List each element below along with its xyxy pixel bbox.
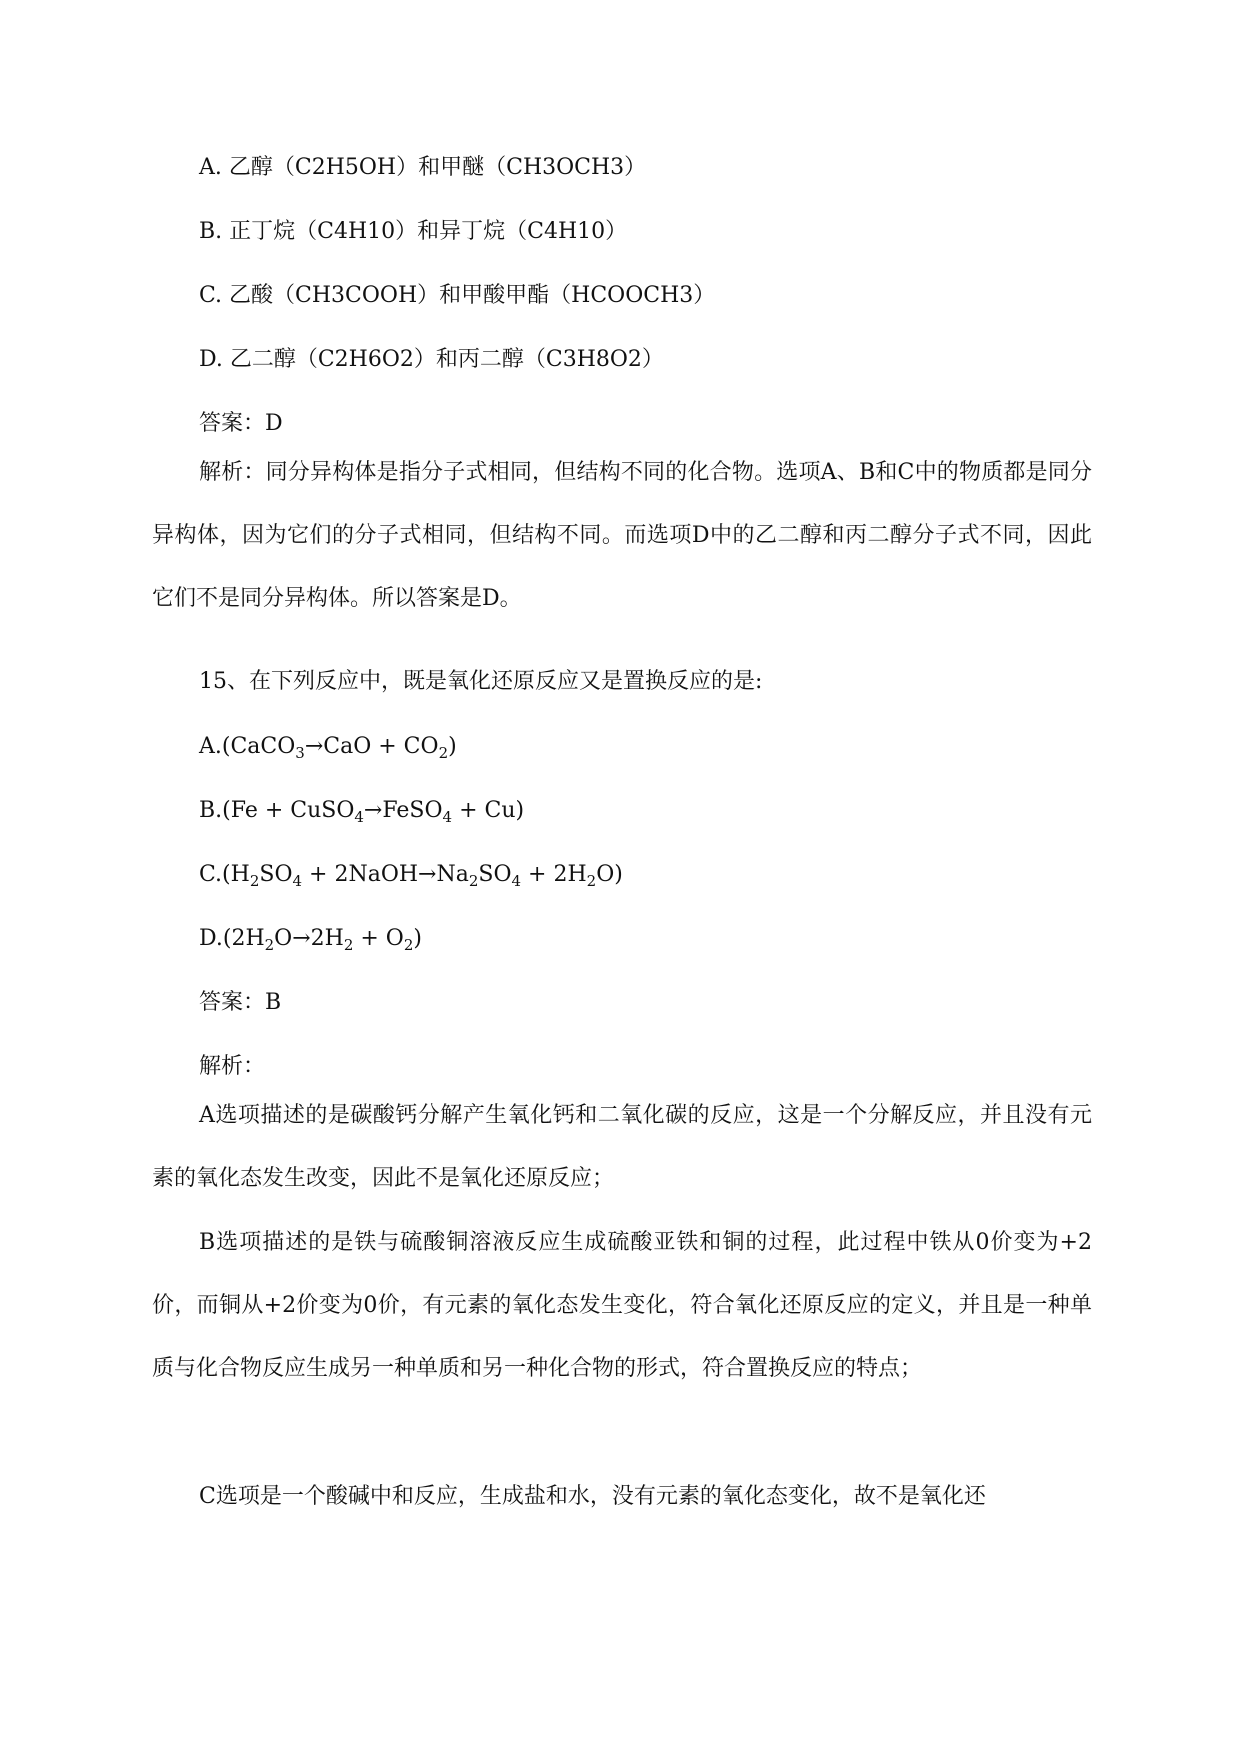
option-label: B.: [199, 798, 223, 823]
q14-answer: 答案：D: [199, 411, 283, 436]
option-label: D.: [199, 926, 223, 951]
q15-option-b: B.(Fe + CuSO$_4$→FeSO$_4$ + Cu): [199, 798, 525, 826]
q14-option-c: C. 乙酸（CH3COOH）和甲酸甲酯（HCOOCH3）: [199, 283, 716, 308]
q15-analysis-c: C选项是一个酸碱中和反应，生成盐和水，没有元素的氧化态变化，故不是氧化还: [199, 1484, 986, 1509]
q15-answer: 答案：B: [199, 990, 282, 1015]
q15-analysis-a: A选项描述的是碳酸钙分解产生氧化钙和二氧化碳的反应，这是一个分解反应，并且没有元素的氧化态发生改变，因此不是氧化还原反应；: [152, 1103, 1092, 1191]
q14-option-d: D. 乙二醇（C2H6O2）和丙二醇（C3H8O2）: [199, 347, 664, 372]
q15-question: 15、在下列反应中，既是氧化还原反应又是置换反应的是:: [199, 669, 763, 694]
q14-option-b: B. 正丁烷（C4H10）和异丁烷（C4H10）: [199, 219, 628, 244]
q14-option-a: A. 乙醇（C2H5OH）和甲醚（CH3OCH3）: [199, 155, 647, 180]
q15-option-c: $C.(H_2SO_4$ + $2NaOH\to Na_2SO_4 + 2H_2O$): [199, 862, 623, 890]
q15-analysis-b: B选项描述的是铁与硫酸铜溶液反应生成硫酸亚铁和铜的过程，此过程中铁从0价变为+2价，而铜从+2价变为0价，有元素的氧化态发生变化，符合氧化还原反应的定义，并且是一种单质与化合物反应生成另一种单质和另一种化合物的形式，符合置换反应的特点；: [152, 1230, 1092, 1381]
option-label: A.: [199, 734, 222, 759]
q15-option-d: $D.(2H_2O\to 2H_2 + O_2)$: [199, 926, 422, 954]
q14-analysis: 解析：同分异构体是指分子式相同，但结构不同的化合物。选项A、B和C中的物质都是同分异构体，因为它们的分子式相同，但结构不同。而选项D中的乙二醇和丙二醇分子式不同，因此它们不是同分异构体。所以答案是D。: [152, 460, 1092, 611]
q15-option-a: A.(CaCO$_3$→CaO + $CO_2$): [199, 734, 457, 762]
q15-analysis-label: 解析：: [199, 1054, 266, 1079]
option-label: C.: [199, 862, 223, 887]
